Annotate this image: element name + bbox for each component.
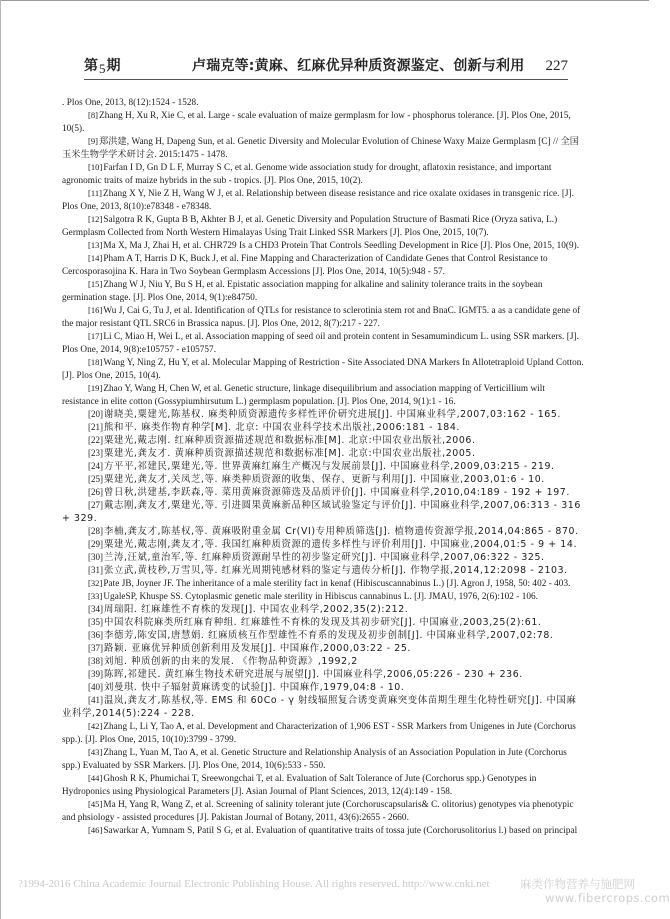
reference-text: 李德芳,陈安国,唐慧娟. 红麻质核互作型雄性不育系的发现及初步创制[J]. 中国麻业科学,2007,02:78. — [104, 630, 554, 641]
reference-item — [62, 109, 584, 135]
reference-number: [43] — [88, 747, 103, 757]
reference-number: [30] — [88, 552, 103, 562]
reference-text: . Plos One, 2013, 8(12):1524 - 1528. — [62, 97, 199, 107]
reference-text: Zhang H, Xu R, Xie C, et al. Large - scale evaluation of maize germplasm for low - phosphorus tolerance. [J]. Plos One, 2015, 10(5). — [62, 110, 571, 133]
reference-number: [35] — [88, 617, 103, 627]
reference-text: Zhang W J, Niu Y, Bu S H, et al. Epistatic association mapping for alkaline and salinity tolerance traits in the soybean germination stage. [J]. Plos One, 2014, 9(1):e84750. — [62, 279, 543, 302]
reference-item — [62, 356, 584, 382]
reference-number: [39] — [88, 669, 103, 679]
reference-text: Sawarkar A, Yumnam S, Patil S G, et al. Evaluation of quantitative traits of tossa jute (Corchorusolitorius l.) based on principal — [103, 825, 578, 835]
reference-number: [10] — [88, 162, 103, 172]
reference-text: 李楠,龚友才,陈基权,等. 黄麻吸附重金属 Cr(VI)专用种质筛选[J]. 植物遗传资源学报,2014,04:865 - 870. — [104, 526, 579, 537]
reference-item — [62, 525, 584, 538]
reference-item — [62, 629, 584, 642]
reference-text: Ma X, Ma J, Zhai H, et al. CHR729 Is a CHD3 Protein That Controls Seedling Development in Rice [J]. Plos One, 2015, 10(9). — [103, 240, 580, 250]
reference-text: 戴志刚,龚友才,粟建光,等. 引进圆果黄麻新品种区域试验鉴定与评价[J]. 中国麻业科学,2007,06:313 - 316 + 329. — [62, 500, 581, 524]
reference-number: [36] — [88, 630, 103, 640]
reference-item — [62, 382, 584, 408]
reference-text: Salgotra R K, Gupta B B, Akhter B J, et al. Genetic Diversity and Population Structure of Basmati Rice (Oryza sativa, L.) Germplasm Collected from North Western Himalayas Using Trait Linked SSR Markers [J]. Plos One, 2015, 10(7). — [62, 214, 558, 237]
reference-number: [19] — [88, 383, 103, 393]
reference-item — [62, 473, 584, 486]
reference-text: 刘曼琪. 快中子辐射黄麻诱变的试验[J]. 中国麻作,1979,04:8 - 10. — [104, 682, 405, 693]
reference-text: 路颖. 亚麻优异种质创新利用及发展[J]. 中国麻作,2000,03:22 - 25. — [104, 643, 412, 654]
reference-number: [44] — [88, 773, 103, 783]
reference-item — [62, 551, 584, 564]
reference-text: 曾日秋,洪建基,李跃森,等. 菜用黄麻资源筛选及品质评价[J]. 中国麻业科学,2010,04:189 - 192 + 197. — [104, 487, 570, 498]
reference-number: [26] — [88, 487, 103, 497]
reference-number: [17] — [88, 331, 103, 341]
page-frame-top — [0, 0, 649, 1]
issue-label — [84, 55, 121, 75]
running-header — [84, 55, 568, 77]
reference-item — [62, 408, 584, 421]
reference-item — [62, 447, 584, 460]
reference-number: [11] — [88, 188, 103, 198]
reference-number: [38] — [88, 656, 103, 666]
reference-number: [16] — [88, 305, 103, 315]
reference-text: Farfan I D, Gn D L F, Murray S C, et al. Genome wide association study for drought, aflatoxin resistance, and important agronomic traits of maize hybrids in the sub - tropics. [J]. Plos One, 2015, 10(2). — [62, 162, 552, 185]
reference-item — [62, 421, 584, 434]
reference-item — [62, 538, 584, 551]
reference-text: 刘旭. 种质创新的由来的发展. 《作物品种资源》,1992,2 — [104, 656, 358, 667]
reference-text: Zhang X Y, Nie Z H, Wang W J, et al. Relationship between disease resistance and rice oxalate oxidases in transgenic rice. [J]. Plos One, 2013, 8(10):e78348 - e78348. — [62, 188, 575, 211]
reference-item — [62, 798, 584, 824]
reference-item — [62, 668, 584, 681]
reference-item — [62, 655, 584, 668]
reference-text: Wang Y, Ning Z, Hu Y, et al. Molecular Mapping of Restriction - Site Associated DNA Markers In Allotetraploid Upland Cotton. [J]. Plos One, 2015, 10(4). — [62, 357, 584, 380]
reference-text: 郑洪建, Wang H, Dapeng Sun, et al. Genetic Diversity and Molecular Evolution of Chinese Waxy Maize Germplasm [C] // 全国玉米生物学学术研讨会. 2015:1475 - 1478. — [62, 136, 580, 159]
reference-item — [62, 434, 584, 447]
issue-suffix: 期 — [106, 58, 121, 74]
reference-item — [62, 161, 584, 187]
reference-item — [62, 590, 584, 603]
running-title: 卢瑞克等:黄麻、红麻优异种质资源鉴定、创新与利用 — [192, 58, 525, 74]
reference-item — [62, 642, 584, 655]
header-rule — [84, 79, 568, 80]
reference-text: 周瑞阳. 红麻雄性不育株的发现[J]. 中国农业科学,2002,35(2):212. — [104, 604, 409, 615]
reference-text: Li C, Miao H, Wei L, et al. Association mapping of seed oil and protein content in Sesamumindicum L. using SSR markers. [J]. Plos One, 2014, 9(8):e105757 - e105757. — [62, 331, 579, 354]
reference-item — [62, 330, 584, 356]
reference-number: [40] — [88, 682, 103, 692]
reference-item — [62, 460, 584, 473]
reference-number: [31] — [88, 565, 103, 575]
reference-number: [27] — [88, 500, 103, 510]
reference-text: 温岚,龚友才,陈基权,等. EMS 和 60Co - γ 射线辐照复合诱变黄麻突变体苗期生理生化特性研究[J]. 中国麻业科学,2014(5):224 - 228. — [62, 695, 577, 719]
reference-item — [62, 616, 584, 629]
reference-number: [20] — [88, 409, 103, 419]
reference-number: [37] — [88, 643, 103, 653]
reference-item — [62, 486, 584, 499]
reference-text: Wu J, Cai G, Tu J, et al. Identification of QTLs for resistance to sclerotinia stem rot and BnaC. IGMT5. a as a candidate gene of the major resistant QTL SRC6 in Brassica napus. [J]. Plos One, 2012, 8(7):217 - 227. — [62, 305, 581, 328]
reference-number: [41] — [88, 695, 103, 705]
reference-number: [25] — [88, 474, 103, 484]
copyright-footer: ?1994-2016 China Academic Journal Electronic Publishing House. All rights reserved. http://www.cnki.net — [18, 878, 490, 890]
reference-item — [62, 239, 584, 252]
watermark-url: www.fibercrops.com — [545, 891, 670, 905]
reference-number: [9] — [88, 136, 99, 146]
reference-number: [46] — [88, 825, 103, 835]
reference-item — [62, 720, 584, 746]
reference-number: [18] — [88, 357, 103, 367]
reference-item — [62, 577, 584, 590]
reference-text: Zhang L, Li Y, Tao A, et al. Development and Characterization of 1,906 EST - SSR Markers from Unigenes in Jute (Corchorus spp.). [J]. Plos One, 2015, 10(10):3799 - 3799. — [62, 721, 576, 744]
reference-text: Pham A T, Harris D K, Buck J, et al. Fine Mapping and Characterization of Candidate Genes that Control Resistance to Cercosporasojina K. Hara in Two Soybean Germplasm Accessions [J]. Plos One, 2014, 10(5):948 - 57. — [62, 253, 548, 276]
reference-number: [29] — [88, 539, 103, 549]
reference-text: 谢晓美,粟建光,陈基权. 麻类种质资源遗传多样性评价研究进展[J]. 中国麻业科学,2007,03:162 - 165. — [104, 409, 561, 420]
reference-item — [62, 304, 584, 330]
reference-number: [32] — [88, 578, 103, 588]
reference-text: Ma H, Yang R, Wang Z, et al. Screening of salinity tolerant jute (Corchoruscapsularis& C. olitorius) genotypes via phenotypic and phsiology - assisted procedures [J]. Pakistan Journal of Botany, 2011, 43(6):2655 - 2660. — [62, 799, 574, 822]
reference-text: 粟建光,戴志刚,龚友才,等. 我国红麻种质资源的遗传多样性与评价利用[J]. 中国麻业,2004,01:5 - 9 + 14. — [104, 539, 578, 550]
reference-item — [62, 499, 584, 525]
reference-item — [62, 746, 584, 772]
reference-item — [62, 96, 584, 109]
page-frame-left — [0, 0, 1, 919]
reference-text: Ghosh R K, Phumichai T, Sreewongchai T, et al. Evaluation of Salt Tolerance of Jute (Corchorus spp.) Genotypes in Hydroponics using Physiological Parameters [J]. Asian Journal of Plant Sciences, 2013, 12(4):149 - 158. — [62, 773, 537, 796]
reference-item — [62, 564, 584, 577]
reference-text: Zhang L, Yuan M, Tao A, et al. Genetic Structure and Relationship Analysis of an Association Population in Jute (Corchorus spp.) Evaluated by SSR Markers. [J]. Plos One, 2014, 10(6):533 - 550. — [62, 747, 567, 770]
reference-list — [62, 96, 584, 837]
reference-item — [62, 681, 584, 694]
reference-number: [33] — [88, 591, 103, 601]
reference-text: 张立武,黄枝秒,万雪贝,等. 红麻光周期钝感材料的鉴定与遗传分析[J]. 作物学报,2014,12:2098 - 2103. — [104, 565, 568, 576]
reference-number: [15] — [88, 279, 103, 289]
reference-item — [62, 187, 584, 213]
reference-text: 方平平,祁建民,粟建光,等. 世界黄麻红麻生产概况与发展前景[J]. 中国麻业科学,2009,03:215 - 219. — [104, 461, 555, 472]
reference-text: 熊和平. 麻类作物育种学[M]. 北京: 中国农业科学技术出版社,2006:181 - 184. — [104, 422, 460, 433]
reference-item — [62, 135, 584, 161]
reference-number: [42] — [88, 721, 103, 731]
reference-number: [12] — [88, 214, 103, 224]
issue-number: 5 — [99, 61, 106, 76]
reference-number: [21] — [88, 422, 103, 432]
reference-text: Zhao Y, Wang H, Chen W, et al. Genetic structure, linkage disequilibrium and association mapping of Verticillium wilt resistance in elite cotton (Gossypiumhirsutum L.) germplasm population. [J]. Plos One, 2014, 9(1):1 - 16. — [62, 383, 545, 406]
reference-item — [62, 772, 584, 798]
reference-text: 粟建光,戴志刚. 红麻种质资源描述规范和数据标准[M]. 北京:中国农业出版社,2006. — [104, 435, 476, 446]
reference-item — [62, 278, 584, 304]
reference-item — [62, 824, 584, 837]
reference-item — [62, 252, 584, 278]
issue-prefix: 第 — [84, 58, 98, 74]
reference-number: [8] — [88, 110, 99, 120]
reference-number: [34] — [88, 604, 103, 614]
reference-text: 粟建光,龚友才,关凤芝,等. 麻类种质资源的收集、保存、更新与利用[J]. 中国麻业,2003,01:6 - 10. — [104, 474, 545, 485]
reference-item — [62, 213, 584, 239]
reference-number: [14] — [88, 253, 103, 263]
reference-number: [45] — [88, 799, 103, 809]
page-number: 227 — [545, 58, 568, 74]
watermark-site-name: 麻类作物营养与施肥网 — [520, 877, 635, 891]
reference-number: [22] — [88, 435, 103, 445]
reference-number: [24] — [88, 461, 103, 471]
reference-text: 兰涛,汪斌,童治军,等. 红麻种质资源耐旱性的初步鉴定研究[J]. 中国麻业科学,2007,06:322 - 325. — [104, 552, 545, 563]
reference-text: UgaleSP, Khuspe SS. Cytoplasmic genetic male sterility in Hibiscus cannabinus L. [J]. JMAU, 1976, 2(6):102 - 106. — [103, 591, 538, 601]
reference-number: [23] — [88, 448, 103, 458]
reference-text: 陈晖,祁建民. 黄红麻生物技术研究进展与展望[J]. 中国麻业科学,2006,05:226 - 230 + 236. — [104, 669, 523, 680]
reference-number: [28] — [88, 526, 103, 536]
reference-text: 中国农科院麻类所红麻育种组. 红麻雄性不育株的发现及其初步研究[J]. 中国麻业,2003,25(2):61. — [104, 617, 542, 628]
reference-item — [62, 694, 584, 720]
reference-text: Pate JB, Joyner JF. The inheritance of a male sterility fact in kenaf (Hibiscuscannabinus L.) [J]. Agron J, 1958, 50: 402 - 403. — [103, 578, 571, 588]
reference-item — [62, 603, 584, 616]
reference-text: 粟建光,龚友才. 黄麻种质资源描述规范和数据标准[M]. 北京:中国农业出版社,2005. — [104, 448, 476, 459]
reference-number: [13] — [88, 240, 103, 250]
